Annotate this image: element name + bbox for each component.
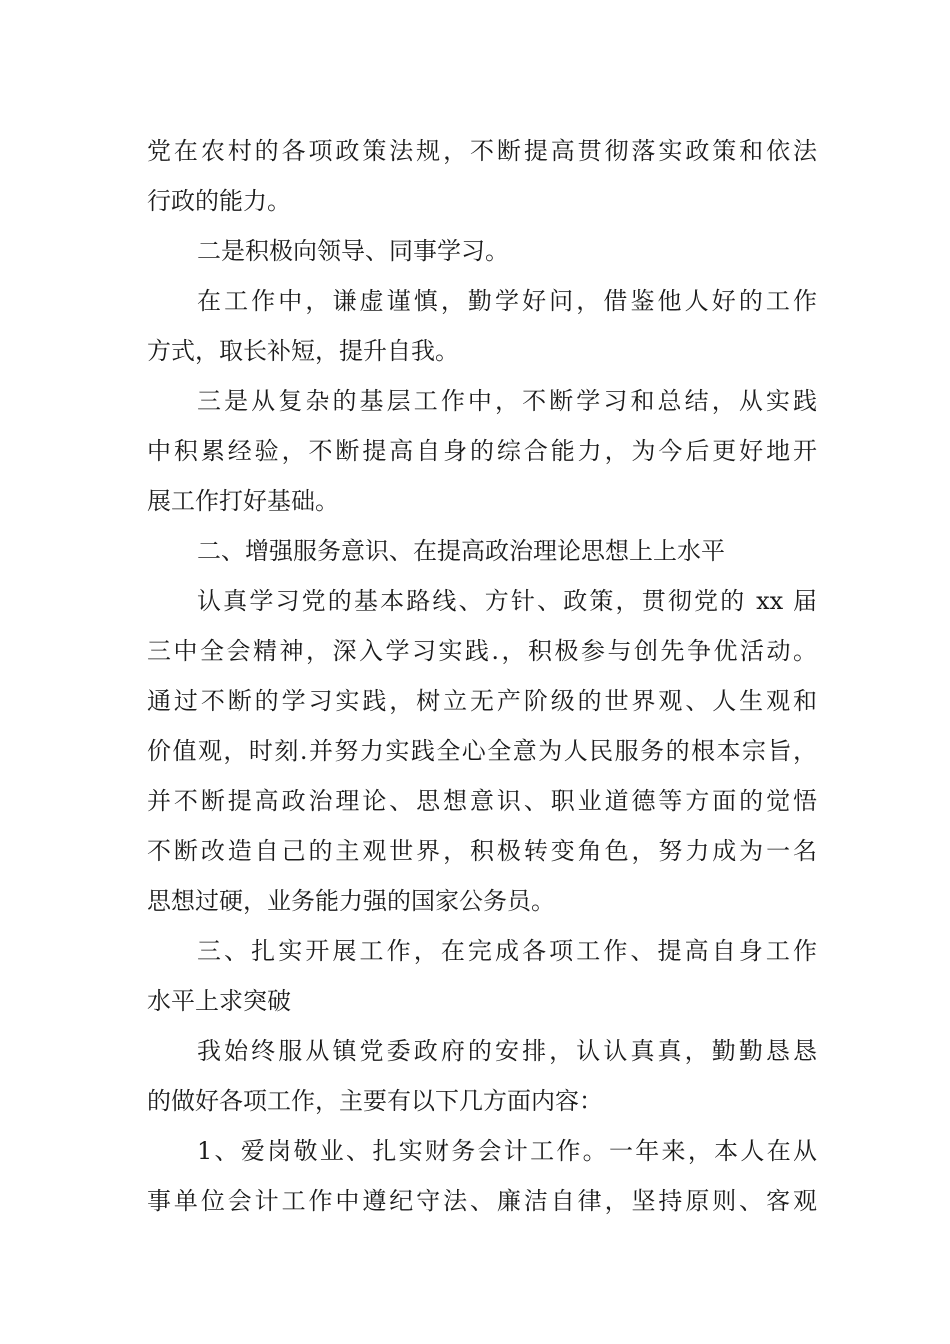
- text-line: 思想过硬，业务能力强的国家公务员。: [147, 887, 555, 915]
- text-line: 通过不断的学习实践，树立无产阶级的世界观、人生观和: [147, 687, 817, 715]
- text-line: 在工作中，谦虚谨慎，勤学好问，借鉴他人好的工作: [197, 287, 817, 315]
- text-line: 三中全会精神，深入学习实践.，积极参与创先争优活动。: [147, 637, 817, 665]
- text-line: 展工作打好基础。: [147, 487, 339, 515]
- text-line: 不断改造自己的主观世界，积极转变角色，努力成为一名: [147, 837, 817, 865]
- text-line: 行政的能力。: [147, 187, 291, 215]
- text-line: 的做好各项工作，主要有以下几方面内容：: [147, 1087, 603, 1115]
- section-heading: 三、扎实开展工作，在完成各项工作、提高自身工作: [197, 937, 817, 965]
- text-line: 党在农村的各项政策法规，不断提高贯彻落实政策和依法: [147, 137, 817, 165]
- text-line: 认真学习党的基本路线、方针、政策，贯彻党的 xx 届: [197, 587, 817, 615]
- section-heading: 二、增强服务意识、在提高政治理论思想上上水平: [197, 537, 725, 565]
- text-line: 中积累经验，不断提高自身的综合能力，为今后更好地开: [147, 437, 817, 465]
- text-line: 1、爱岗敬业、扎实财务会计工作。一年来，本人在从: [197, 1137, 817, 1165]
- text-line: 我始终服从镇党委政府的安排，认认真真，勤勤恳恳: [197, 1037, 817, 1065]
- text-line: 二是积极向领导、同事学习。: [197, 237, 509, 265]
- text-line: 并不断提高政治理论、思想意识、职业道德等方面的觉悟: [147, 787, 817, 815]
- text-line: 三是从复杂的基层工作中，不断学习和总结，从实践: [197, 387, 817, 415]
- text-line: 价值观，时刻.并努力实践全心全意为人民服务的根本宗旨，: [147, 737, 817, 765]
- text-line: 事单位会计工作中遵纪守法、廉洁自律，坚持原则、客观: [147, 1187, 817, 1215]
- section-heading: 水平上求突破: [147, 987, 291, 1015]
- text-line: 方式，取长补短，提升自我。: [147, 337, 459, 365]
